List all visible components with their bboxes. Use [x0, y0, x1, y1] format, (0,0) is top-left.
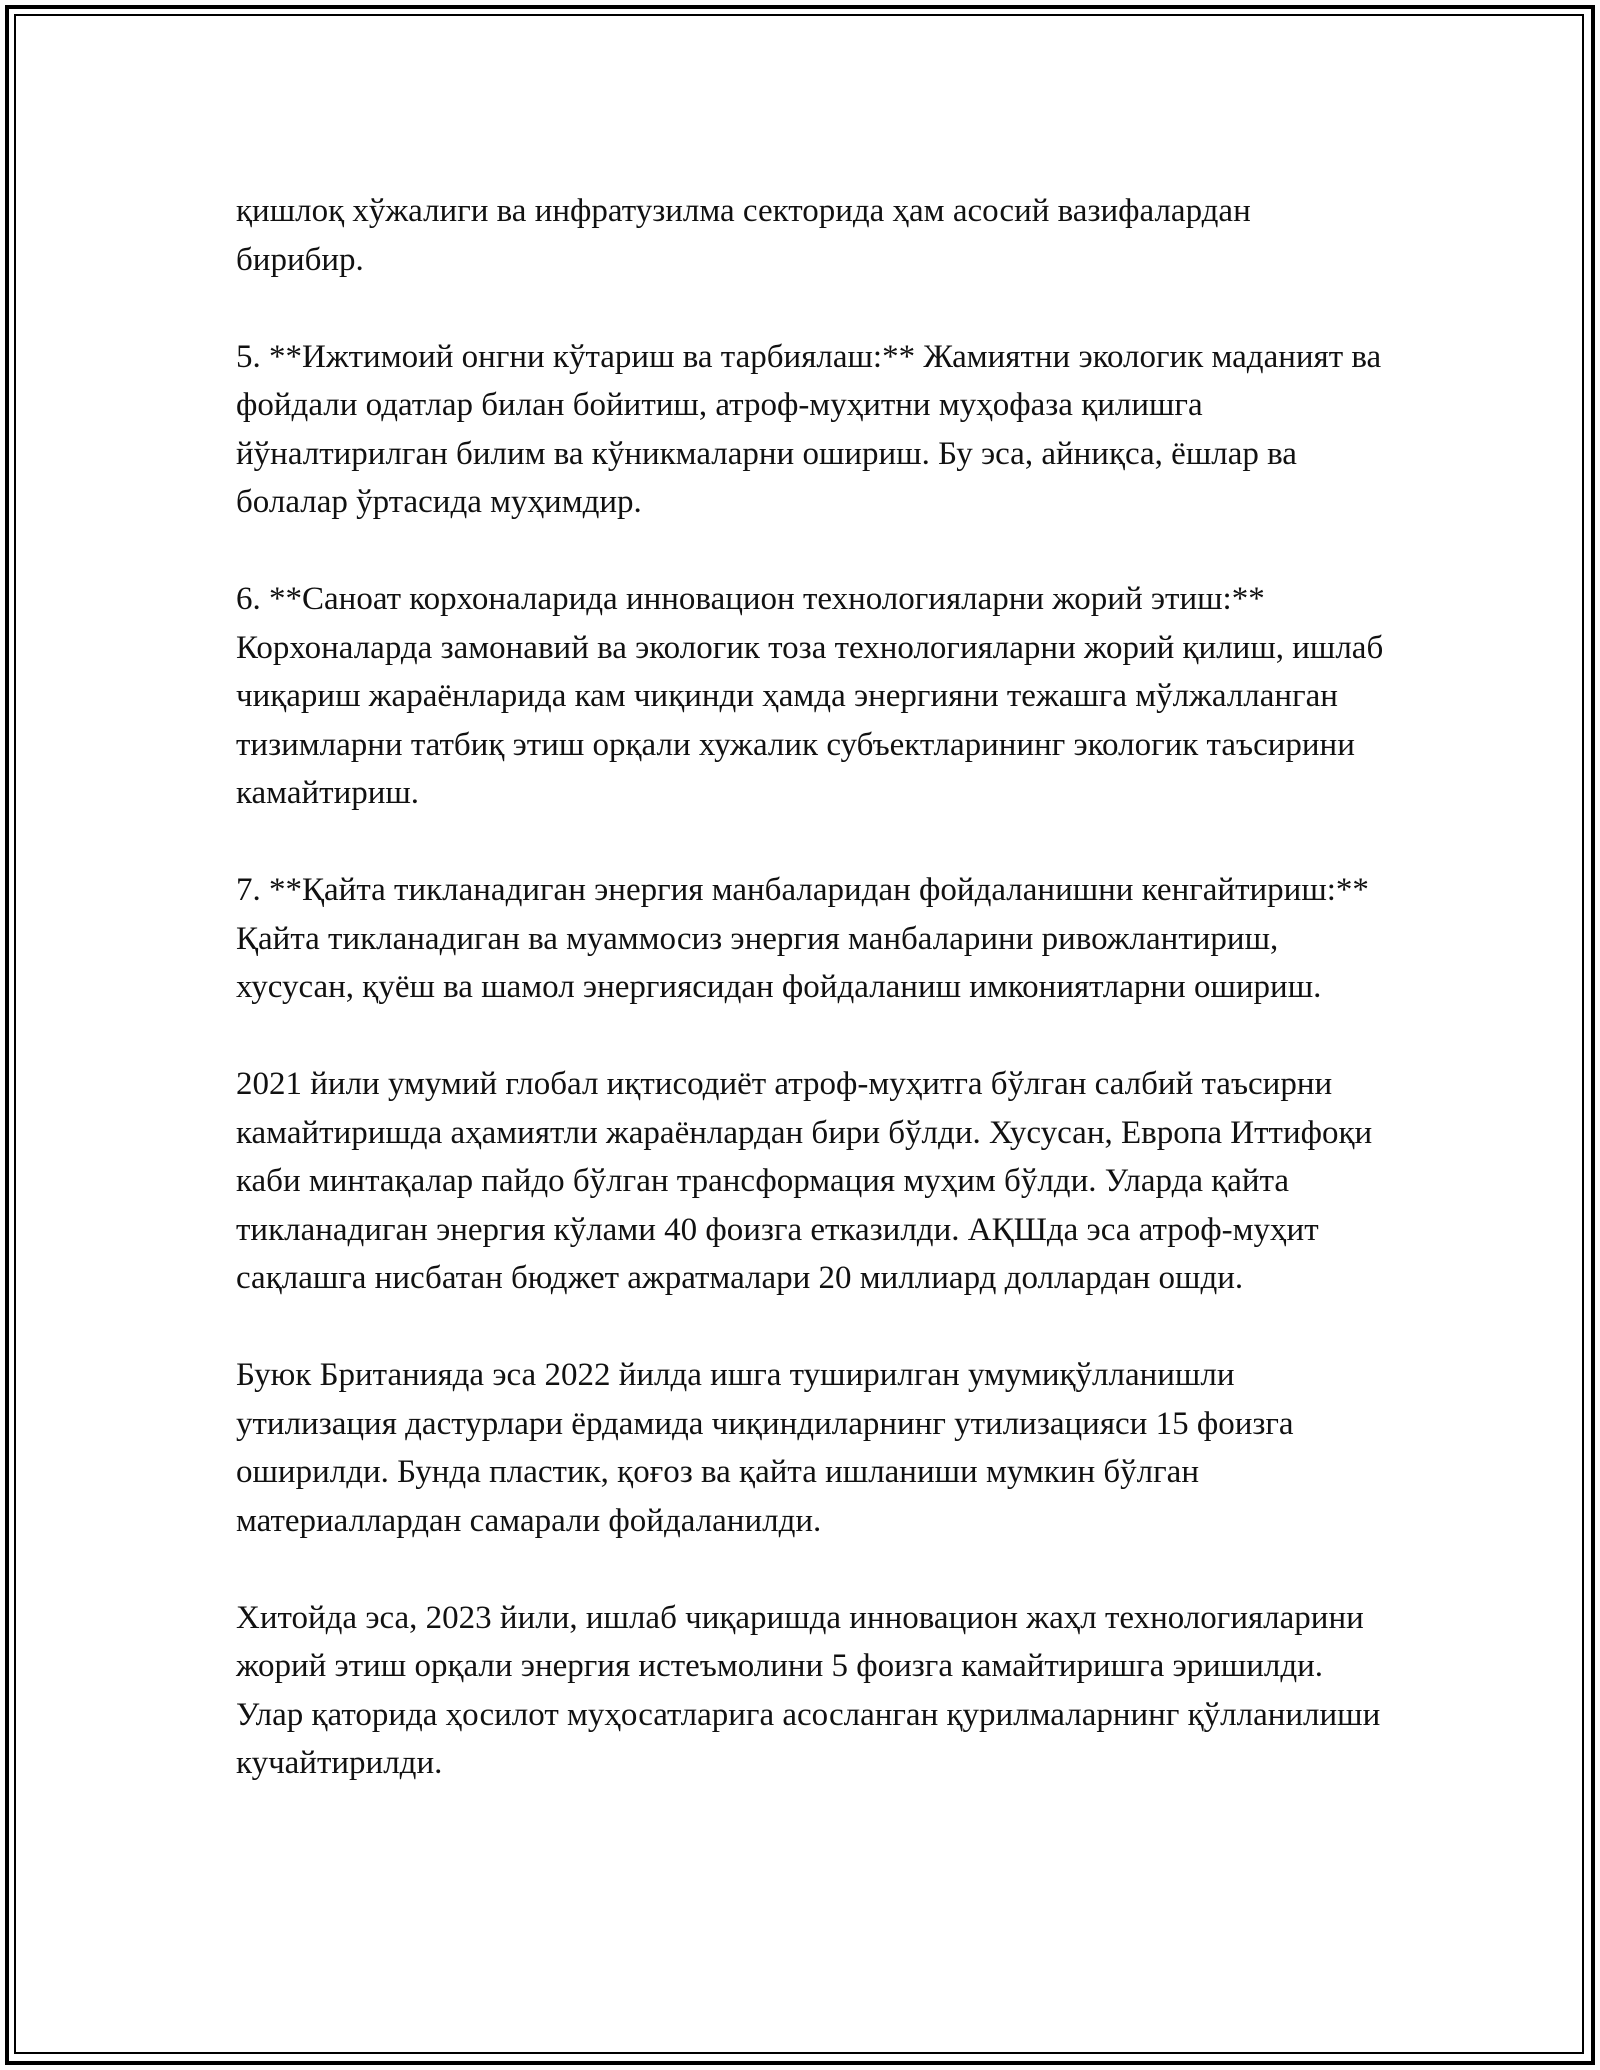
- paragraph-2021: 2021 йили умумий глобал иқтисодиёт атроф-муҳитга бўлган салбий таъсирни камайтиришда аҳамиятли жараёнлардан бири бўлди. Хусусан, Европа Иттифоқи каби минтақалар пайдо бўлган трансформация муҳим бўлди. Уларда қайта тикланадиган энергия кўлами 40 фоизга етказилди. АҚШда эса атроф-муҳит сақлашга нисбатан бюджет ажратмалари 20 миллиард доллардан ошди.: [236, 1066, 1373, 1296]
- paragraph-item-7: 7. **Қайта тикланадиган энергия манбаларидан фойдаланишни кенгайтириш:** Қайта тикланадиган ва муаммосиз энергия манбаларини ривожлантириш, хусусан, қуёш ва шамол энергиясидан фойдаланиш имкониятларни ошириш.: [236, 872, 1369, 1005]
- paragraph-continuation: қишлоқ хўжалиги ва инфратузилма секторида ҳам асосий вазифалардан бирибир.: [236, 193, 1251, 278]
- paragraph-item-6: 6. **Саноат корхоналарида инновацион технологияларни жорий этиш:** Корхоналарда замонавий ва экологик тоза технологияларни жорий қилиш, ишлаб чиқариш жараёнларида кам чиқинди ҳамда энергияни тежашга мўлжалланган тизимларни татбиқ этиш орқали хужалик субъектларининг экологик таъсирини камайтириш.: [236, 581, 1384, 811]
- document-body: [236, 187, 1386, 1788]
- paragraph-item-5: 5. **Ижтимоий онгни кўтариш ва тарбиялаш:** Жамиятни экологик маданият ва фойдали одатлар билан бойитиш, атроф-муҳитни муҳофаза қилишга йўналтирилган билим ва кўникмаларни ошириш. Бу эса, айниқса, ёшлар ва болалар ўртасида муҳимдир.: [236, 338, 1382, 520]
- paragraph-china-2023: Хитойда эса, 2023 йили, ишлаб чиқаришда инновацион жаҳл технологияларини жорий этиш орқали энергия истеъмолини 5 фоизга камайтиришга эришилди. Улар қаторида ҳосилот муҳосатларига асосланган қурилмаларнинг қўлланилиши кучайтирилди.: [236, 1599, 1381, 1781]
- paragraph-uk-2022: Буюк Британияда эса 2022 йилда ишга туширилган умумиқўлланишли утилизация дастурлари ёрдамида чиқиндиларнинг утилизацияси 15 фоизга оширилди. Бунда пластик, қоғоз ва қайта ишланиши мумкин бўлган материаллардан самарали фойдаланилди.: [236, 1357, 1294, 1539]
